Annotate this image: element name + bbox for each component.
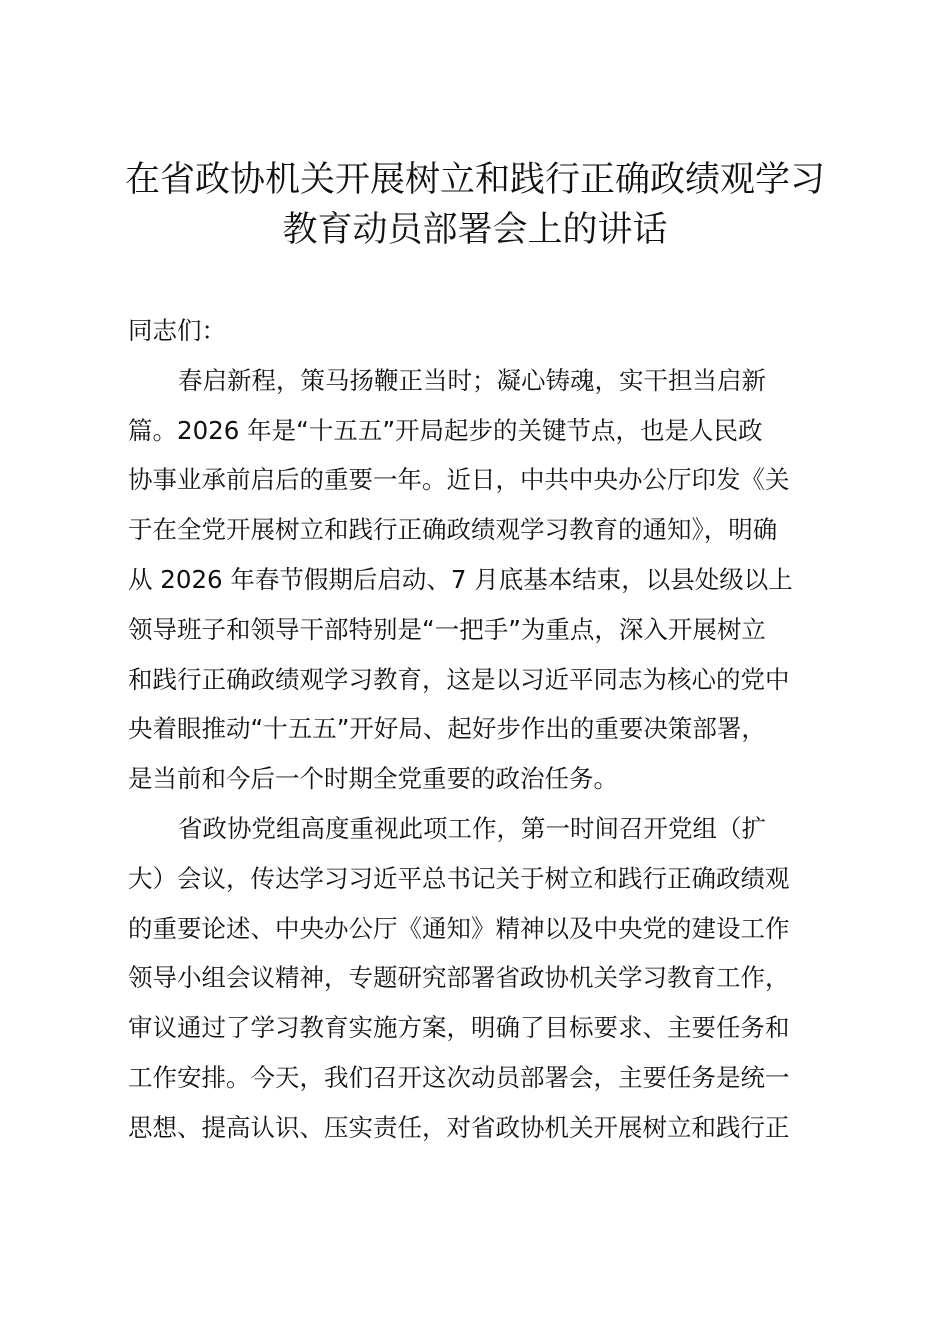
document-body [128,306,838,1153]
salutation: 同志们： [128,316,226,345]
paragraph-line: 领导小组会议精神，专题研究部署省政协机关学习教育工作， [128,963,790,993]
paragraph-line: 领导班子和领导干部特别是“一把手”为重点，深入开展树立 [128,614,766,644]
title-line-1: 在省政协机关开展树立和践行正确政绩观学习 [124,160,825,200]
paragraph-line: 工作安排。今天，我们召开这次动员部署会，主要任务是统一 [128,1062,790,1092]
paragraph-line: 大）会议，传达学习习近平总书记关于树立和践行正确政绩观 [128,863,790,893]
paragraph-line: 于在全党开展树立和践行正确政绩观学习教育的通知》，明确 [128,515,778,545]
paragraph-1 [128,356,838,804]
paragraph-2 [128,804,838,1153]
paragraph-line: 审议通过了学习教育实施方案，明确了目标要求、主要任务和 [128,1013,790,1043]
paragraph-line: 思想、提高认识、压实责任，对省政协机关开展树立和践行正 [128,1112,790,1142]
paragraph-line: 和践行正确政绩观学习教育，这是以习近平同志为核心的党中 [128,664,790,694]
paragraph-line: 篇。2026 年是“十五五”开局起步的关键节点，也是人民政 [128,415,763,445]
paragraph-line: 的重要论述、中央办公厅《通知》精神以及中央党的建设工作 [128,913,790,943]
document-title [0,155,950,255]
paragraph-line: 省政协党组高度重视此项工作，第一时间召开党组（扩 [178,813,766,843]
paragraph-line: 从 2026 年春节假期后启动、7 月底基本结束，以县处级以上 [128,564,793,594]
paragraph-line: 协事业承前启后的重要一年。近日，中共中央办公厅印发《关 [128,465,790,495]
paragraph-line: 央着眼推动“十五五”开好局、起好步作出的重要决策部署， [128,714,766,744]
title-line-2: 教育动员部署会上的讲话 [282,210,668,250]
paragraph-line: 春启新程，策马扬鞭正当时；凝心铸魂，实干担当启新 [178,365,766,395]
paragraph-line: 是当前和今后一个时期全党重要的政治任务。 [128,764,618,794]
